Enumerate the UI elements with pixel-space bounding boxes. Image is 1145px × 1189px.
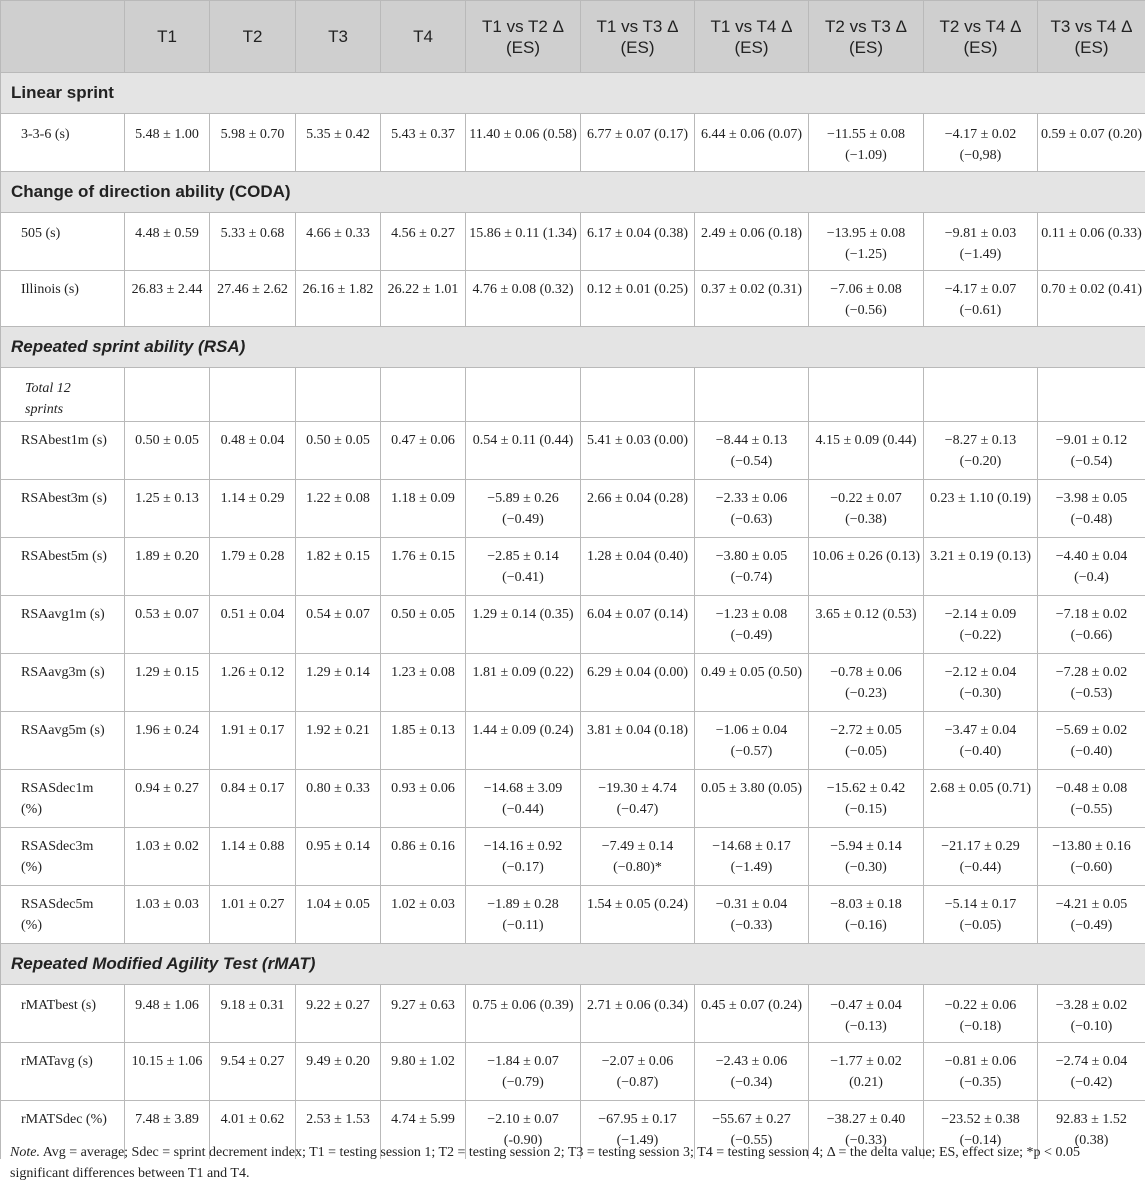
table-cell: 9.22 ± 0.27 [296, 985, 381, 1043]
section-title: Change of direction ability (CODA) [1, 172, 1145, 213]
header-cell-t3-vs-t4: T3 vs T4 Δ (ES) [1038, 1, 1145, 73]
table-cell: 1.04 ± 0.05 [296, 886, 381, 944]
table-cell [125, 368, 210, 422]
table-cell: −0.78 ± 0.06 (−0.23) [809, 654, 924, 712]
table-cell: 5.35 ± 0.42 [296, 114, 381, 172]
row-label: RSASdec3m (%) [1, 828, 125, 886]
table-cell: −5.69 ± 0.02 (−0.40) [1038, 712, 1145, 770]
note-text: Avg = average; Sdec = sprint decrement index; T1 = testing session 1; T2 = testing session 2; T3 = testing session 3; T4 = testing session 4; Δ = the delta value; ES, effect size; *p < 0.05 significant differences between T1 and T4. [10, 1145, 1080, 1181]
table-row [1, 213, 1145, 271]
table-cell [296, 368, 381, 422]
table-cell: −67.95 ± 0.17 (−1.49) [581, 1101, 695, 1159]
table-cell: −8.27 ± 0.13 (−0.20) [924, 422, 1038, 480]
table-cell: 0.54 ± 0.11 (0.44) [466, 422, 581, 480]
table-cell: 2.68 ± 0.05 (0.71) [924, 770, 1038, 828]
row-label: RSAavg5m (s) [1, 712, 125, 770]
table-row [1, 596, 1145, 654]
table-cell: 0.12 ± 0.01 (0.25) [581, 271, 695, 327]
header-cell-t2-vs-t4: T2 vs T4 Δ (ES) [924, 1, 1038, 73]
table-row [1, 712, 1145, 770]
table-cell: 6.17 ± 0.04 (0.38) [581, 213, 695, 271]
table-cell: −5.94 ± 0.14 (−0.30) [809, 828, 924, 886]
table-cell: 1.22 ± 0.08 [296, 480, 381, 538]
row-label: rMATavg (s) [1, 1043, 125, 1101]
table-cell: 1.01 ± 0.27 [210, 886, 296, 944]
table-cell: 1.54 ± 0.05 (0.24) [581, 886, 695, 944]
table-cell: 3.65 ± 0.12 (0.53) [809, 596, 924, 654]
table-cell: −2.85 ± 0.14 (−0.41) [466, 538, 581, 596]
table-row [1, 1043, 1145, 1101]
table-cell: 1.89 ± 0.20 [125, 538, 210, 596]
table-cell: 0.50 ± 0.05 [381, 596, 466, 654]
header-cell-t1-vs-t2: T1 vs T2 Δ (ES) [466, 1, 581, 73]
table-cell: 0.70 ± 0.02 (0.41) [1038, 271, 1145, 327]
table-cell: −38.27 ± 0.40 (−0.33) [809, 1101, 924, 1159]
row-label: RSAbest1m (s) [1, 422, 125, 480]
row-label: RSAavg1m (s) [1, 596, 125, 654]
table-cell: 0.93 ± 0.06 [381, 770, 466, 828]
table-cell: −21.17 ± 0.29 (−0.44) [924, 828, 1038, 886]
table-cell: −3.80 ± 0.05 (−0.74) [695, 538, 809, 596]
table-cell: −14.68 ± 3.09 (−0.44) [466, 770, 581, 828]
table-cell: −1.06 ± 0.04 (−0.57) [695, 712, 809, 770]
table-cell: −2.14 ± 0.09 (−0.22) [924, 596, 1038, 654]
table-cell: 1.14 ± 0.29 [210, 480, 296, 538]
table-cell: 2.49 ± 0.06 (0.18) [695, 213, 809, 271]
section-row-linear-sprint [1, 73, 1145, 114]
table-cell: 4.15 ± 0.09 (0.44) [809, 422, 924, 480]
table-cell: 0.50 ± 0.05 [296, 422, 381, 480]
table-cell: −7.28 ± 0.02 (−0.53) [1038, 654, 1145, 712]
header-row [1, 1, 1145, 73]
row-label: Total 12 sprints [1, 368, 125, 422]
table-cell: 1.29 ± 0.14 (0.35) [466, 596, 581, 654]
section-title: Linear sprint [1, 73, 1145, 114]
table-cell: 0.23 ± 1.10 (0.19) [924, 480, 1038, 538]
table-cell: 15.86 ± 0.11 (1.34) [466, 213, 581, 271]
row-label: RSAavg3m (s) [1, 654, 125, 712]
table-cell: −7.49 ± 0.14 (−0.80)* [581, 828, 695, 886]
table-cell: 26.83 ± 2.44 [125, 271, 210, 327]
table-row [1, 480, 1145, 538]
table-cell: −2.10 ± 0.07 (-0.90) [466, 1101, 581, 1159]
table-cell: 9.54 ± 0.27 [210, 1043, 296, 1101]
table-row [1, 828, 1145, 886]
table-cell: 5.48 ± 1.00 [125, 114, 210, 172]
table-cell: 1.23 ± 0.08 [381, 654, 466, 712]
table-cell: −1.23 ± 0.08 (−0.49) [695, 596, 809, 654]
table-cell: 1.76 ± 0.15 [381, 538, 466, 596]
table-cell [381, 368, 466, 422]
table-cell: 5.33 ± 0.68 [210, 213, 296, 271]
table-cell: 1.81 ± 0.09 (0.22) [466, 654, 581, 712]
table-cell: −23.52 ± 0.38 (−0.14) [924, 1101, 1038, 1159]
table-cell: 0.95 ± 0.14 [296, 828, 381, 886]
table-cell: −7.18 ± 0.02 (−0.66) [1038, 596, 1145, 654]
table-cell: 0.45 ± 0.07 (0.24) [695, 985, 809, 1043]
table-cell: −1.89 ± 0.28 (−0.11) [466, 886, 581, 944]
table-cell: 0.50 ± 0.05 [125, 422, 210, 480]
table-cell: −14.68 ± 0.17 (−1.49) [695, 828, 809, 886]
table-cell: −0.81 ± 0.06 (−0.35) [924, 1043, 1038, 1101]
table-cell: −4.17 ± 0.07 (−0.61) [924, 271, 1038, 327]
section-title: Repeated sprint ability (RSA) [1, 327, 1145, 368]
table-cell: 0.80 ± 0.33 [296, 770, 381, 828]
table-cell: −8.03 ± 0.18 (−0.16) [809, 886, 924, 944]
table-cell: 6.29 ± 0.04 (0.00) [581, 654, 695, 712]
table-cell: −13.95 ± 0.08 (−1.25) [809, 213, 924, 271]
table-cell: −2.12 ± 0.04 (−0.30) [924, 654, 1038, 712]
row-label: RSAbest3m (s) [1, 480, 125, 538]
section-row-coda [1, 172, 1145, 213]
table-cell: 0.48 ± 0.04 [210, 422, 296, 480]
header-cell [1, 1, 125, 73]
table-cell: 0.53 ± 0.07 [125, 596, 210, 654]
header-cell-t1: T1 [125, 1, 210, 73]
table-cell: −5.89 ± 0.26 (−0.49) [466, 480, 581, 538]
table-cell: 2.71 ± 0.06 (0.34) [581, 985, 695, 1043]
table-row [1, 368, 1145, 422]
table-cell: −15.62 ± 0.42 (−0.15) [809, 770, 924, 828]
row-label: RSASdec5m (%) [1, 886, 125, 944]
table-cell: 0.11 ± 0.06 (0.33) [1038, 213, 1145, 271]
table-cell [924, 368, 1038, 422]
table-row [1, 654, 1145, 712]
table-cell: 4.48 ± 0.59 [125, 213, 210, 271]
table-cell: 2.53 ± 1.53 [296, 1101, 381, 1159]
table-cell: 1.03 ± 0.02 [125, 828, 210, 886]
table-cell: 6.77 ± 0.07 (0.17) [581, 114, 695, 172]
section-row-rmat [1, 944, 1145, 985]
table-cell: −5.14 ± 0.17 (−0.05) [924, 886, 1038, 944]
section-row-rsa [1, 327, 1145, 368]
table-cell: 9.49 ± 0.20 [296, 1043, 381, 1101]
table-cell [581, 368, 695, 422]
table-cell: 1.91 ± 0.17 [210, 712, 296, 770]
table-cell: 0.05 ± 3.80 (0.05) [695, 770, 809, 828]
table-cell: 0.51 ± 0.04 [210, 596, 296, 654]
table-cell: 1.92 ± 0.21 [296, 712, 381, 770]
table-header [1, 1, 1145, 73]
row-label: rMATbest (s) [1, 985, 125, 1043]
table-cell [809, 368, 924, 422]
table-cell: −2.33 ± 0.06 (−0.63) [695, 480, 809, 538]
table-cell: −14.16 ± 0.92 (−0.17) [466, 828, 581, 886]
table-cell: −1.77 ± 0.02 (0.21) [809, 1043, 924, 1101]
table-cell: 5.43 ± 0.37 [381, 114, 466, 172]
table-cell: 10.06 ± 0.26 (0.13) [809, 538, 924, 596]
table-cell: −0.22 ± 0.06 (−0.18) [924, 985, 1038, 1043]
table-cell: 0.47 ± 0.06 [381, 422, 466, 480]
table-note [10, 1142, 1135, 1184]
table-cell: 10.15 ± 1.06 [125, 1043, 210, 1101]
table-cell [210, 368, 296, 422]
table-cell: 5.98 ± 0.70 [210, 114, 296, 172]
row-label: RSASdec1m (%) [1, 770, 125, 828]
table-cell: −7.06 ± 0.08 (−0.56) [809, 271, 924, 327]
table-cell: −3.28 ± 0.02 (−0.10) [1038, 985, 1145, 1043]
table-body [1, 73, 1145, 1159]
table-cell: 0.54 ± 0.07 [296, 596, 381, 654]
table-cell: −0.48 ± 0.08 (−0.55) [1038, 770, 1145, 828]
table-cell: 1.85 ± 0.13 [381, 712, 466, 770]
table-cell: −19.30 ± 4.74 (−0.47) [581, 770, 695, 828]
note-label: Note. [10, 1145, 40, 1160]
table-cell: 1.02 ± 0.03 [381, 886, 466, 944]
table-cell: 1.26 ± 0.12 [210, 654, 296, 712]
table-cell: 0.94 ± 0.27 [125, 770, 210, 828]
table-row [1, 985, 1145, 1043]
table-cell: −9.81 ± 0.03 (−1.49) [924, 213, 1038, 271]
table-row [1, 271, 1145, 327]
header-cell-t1-vs-t3: T1 vs T3 Δ (ES) [581, 1, 695, 73]
table-cell: 1.96 ± 0.24 [125, 712, 210, 770]
table-cell: −11.55 ± 0.08 (−1.09) [809, 114, 924, 172]
table-cell: −2.43 ± 0.06 (−0.34) [695, 1043, 809, 1101]
table-cell: 3.81 ± 0.04 (0.18) [581, 712, 695, 770]
table-cell: 0.49 ± 0.05 (0.50) [695, 654, 809, 712]
header-cell-t3: T3 [296, 1, 381, 73]
table-cell: 4.76 ± 0.08 (0.32) [466, 271, 581, 327]
table-cell [695, 368, 809, 422]
table-row [1, 886, 1145, 944]
table-cell: 1.25 ± 0.13 [125, 480, 210, 538]
table-cell: 0.37 ± 0.02 (0.31) [695, 271, 809, 327]
table-cell: −0.31 ± 0.04 (−0.33) [695, 886, 809, 944]
table-cell: −8.44 ± 0.13 (−0.54) [695, 422, 809, 480]
table-cell: 7.48 ± 3.89 [125, 1101, 210, 1159]
header-cell-t2-vs-t3: T2 vs T3 Δ (ES) [809, 1, 924, 73]
header-cell-t1-vs-t4: T1 vs T4 Δ (ES) [695, 1, 809, 73]
table-cell: 9.18 ± 0.31 [210, 985, 296, 1043]
table-cell: 0.84 ± 0.17 [210, 770, 296, 828]
row-label: 505 (s) [1, 213, 125, 271]
table-cell: 1.29 ± 0.14 [296, 654, 381, 712]
table-cell: −55.67 ± 0.27 (−0.55) [695, 1101, 809, 1159]
row-label: 3-3-6 (s) [1, 114, 125, 172]
table-cell: −0.47 ± 0.04 (−0.13) [809, 985, 924, 1043]
table-cell: 11.40 ± 0.06 (0.58) [466, 114, 581, 172]
table-cell: 4.74 ± 5.99 [381, 1101, 466, 1159]
table-cell: −4.21 ± 0.05 (−0.49) [1038, 886, 1145, 944]
table-cell: −4.17 ± 0.02 (−0,98) [924, 114, 1038, 172]
table-cell: −2.74 ± 0.04 (−0.42) [1038, 1043, 1145, 1101]
table-cell: 0.59 ± 0.07 (0.20) [1038, 114, 1145, 172]
row-label: Illinois (s) [1, 271, 125, 327]
table-cell: 1.14 ± 0.88 [210, 828, 296, 886]
table-cell: 9.27 ± 0.63 [381, 985, 466, 1043]
table-cell: −13.80 ± 0.16 (−0.60) [1038, 828, 1145, 886]
table-cell: −9.01 ± 0.12 (−0.54) [1038, 422, 1145, 480]
table-cell: −3.98 ± 0.05 (−0.48) [1038, 480, 1145, 538]
header-cell-t2: T2 [210, 1, 296, 73]
table-cell: 26.22 ± 1.01 [381, 271, 466, 327]
table-row [1, 538, 1145, 596]
table-cell [1038, 368, 1145, 422]
table-cell: 5.41 ± 0.03 (0.00) [581, 422, 695, 480]
table-cell: 9.48 ± 1.06 [125, 985, 210, 1043]
table-cell [466, 368, 581, 422]
table-cell: 1.79 ± 0.28 [210, 538, 296, 596]
table-cell: −2.72 ± 0.05 (−0.05) [809, 712, 924, 770]
table-cell: 4.01 ± 0.62 [210, 1101, 296, 1159]
table-cell: −2.07 ± 0.06 (−0.87) [581, 1043, 695, 1101]
table-cell: 1.82 ± 0.15 [296, 538, 381, 596]
table-cell: −0.22 ± 0.07 (−0.38) [809, 480, 924, 538]
table-cell: 0.75 ± 0.06 (0.39) [466, 985, 581, 1043]
table-row [1, 422, 1145, 480]
header-cell-t4: T4 [381, 1, 466, 73]
table-cell: 2.66 ± 0.04 (0.28) [581, 480, 695, 538]
table-cell: 1.18 ± 0.09 [381, 480, 466, 538]
table-cell: 4.66 ± 0.33 [296, 213, 381, 271]
table-cell: 1.29 ± 0.15 [125, 654, 210, 712]
table-cell: 1.44 ± 0.09 (0.24) [466, 712, 581, 770]
table-cell: −4.40 ± 0.04 (−0.4) [1038, 538, 1145, 596]
table-cell: 1.28 ± 0.04 (0.40) [581, 538, 695, 596]
table-row [1, 770, 1145, 828]
table-cell: −1.84 ± 0.07 (−0.79) [466, 1043, 581, 1101]
row-label: RSAbest5m (s) [1, 538, 125, 596]
table-cell: 92.83 ± 1.52 (0.38) [1038, 1101, 1145, 1159]
table-cell: 26.16 ± 1.82 [296, 271, 381, 327]
row-label: rMATSdec (%) [1, 1101, 125, 1159]
table-cell: 3.21 ± 0.19 (0.13) [924, 538, 1038, 596]
table-cell: 0.86 ± 0.16 [381, 828, 466, 886]
table-cell: 9.80 ± 1.02 [381, 1043, 466, 1101]
table-cell: −3.47 ± 0.04 (−0.40) [924, 712, 1038, 770]
table-cell: 4.56 ± 0.27 [381, 213, 466, 271]
table-cell: 6.44 ± 0.06 (0.07) [695, 114, 809, 172]
table-cell: 1.03 ± 0.03 [125, 886, 210, 944]
table-cell: 27.46 ± 2.62 [210, 271, 296, 327]
section-title: Repeated Modified Agility Test (rMAT) [1, 944, 1145, 985]
table-row [1, 114, 1145, 172]
table-cell: 6.04 ± 0.07 (0.14) [581, 596, 695, 654]
